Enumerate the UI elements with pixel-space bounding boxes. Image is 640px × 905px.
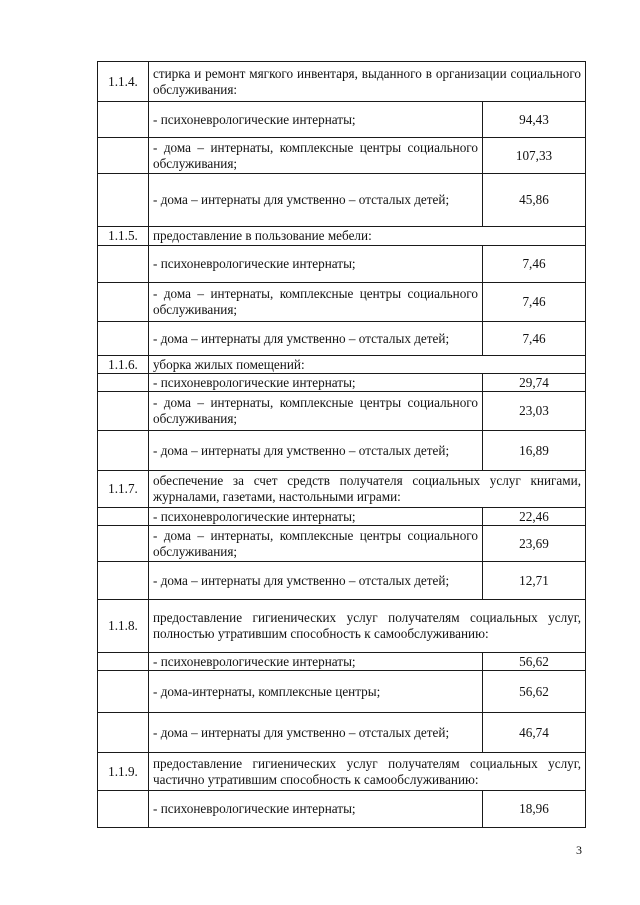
table-row bbox=[98, 431, 586, 471]
empty-cell bbox=[98, 508, 149, 526]
section-header-row bbox=[98, 62, 586, 102]
table-row bbox=[98, 653, 586, 671]
table-row bbox=[98, 138, 586, 174]
section-number: 1.1.5. bbox=[98, 227, 149, 246]
empty-cell bbox=[98, 562, 149, 600]
section-number: 1.1.8. bbox=[98, 600, 149, 653]
table-row bbox=[98, 713, 586, 753]
item-value: 7,46 bbox=[483, 246, 586, 283]
section-header-row bbox=[98, 753, 586, 791]
item-value: 18,96 bbox=[483, 791, 586, 828]
table-row bbox=[98, 174, 586, 227]
table-row bbox=[98, 526, 586, 562]
table-row bbox=[98, 374, 586, 392]
item-value: 7,46 bbox=[483, 283, 586, 322]
empty-cell bbox=[98, 246, 149, 283]
item-label: - дома – интернаты, комплексные центры социального обслуживания; bbox=[149, 283, 483, 322]
item-value: 45,86 bbox=[483, 174, 586, 227]
empty-cell bbox=[98, 653, 149, 671]
section-title: предоставление в пользование мебели: bbox=[149, 227, 586, 246]
empty-cell bbox=[98, 392, 149, 431]
item-value: 7,46 bbox=[483, 322, 586, 356]
table-row bbox=[98, 562, 586, 600]
item-label: - психоневрологические интернаты; bbox=[149, 246, 483, 283]
section-title: стирка и ремонт мягкого инвентаря, выданного в организации социального обслуживания: bbox=[149, 62, 586, 102]
section-title: предоставление гигиенических услуг получателям социальных услуг, полностью утратившим способность к самообслуживанию: bbox=[149, 600, 586, 653]
empty-cell bbox=[98, 174, 149, 227]
page-number: 3 bbox=[576, 843, 582, 857]
section-number: 1.1.7. bbox=[98, 471, 149, 508]
table-row bbox=[98, 246, 586, 283]
item-label: - дома – интернаты для умственно – отсталых детей; bbox=[149, 322, 483, 356]
item-label: - дома – интернаты, комплексные центры социального обслуживания; bbox=[149, 526, 483, 562]
section-header-row bbox=[98, 600, 586, 653]
empty-cell bbox=[98, 713, 149, 753]
section-number: 1.1.4. bbox=[98, 62, 149, 102]
item-label: - дома-интернаты, комплексные центры; bbox=[149, 671, 483, 713]
item-label: - дома – интернаты для умственно – отсталых детей; bbox=[149, 713, 483, 753]
section-title: обеспечение за счет средств получателя социальных услуг книгами, журналами, газетами, настольными играми: bbox=[149, 471, 586, 508]
table-row bbox=[98, 671, 586, 713]
empty-cell bbox=[98, 431, 149, 471]
item-value: 107,33 bbox=[483, 138, 586, 174]
item-value: 94,43 bbox=[483, 102, 586, 138]
item-label: - психоневрологические интернаты; bbox=[149, 374, 483, 392]
item-label: - дома – интернаты, комплексные центры социального обслуживания; bbox=[149, 138, 483, 174]
item-value: 56,62 bbox=[483, 653, 586, 671]
empty-cell bbox=[98, 138, 149, 174]
item-value: 22,46 bbox=[483, 508, 586, 526]
item-value: 12,71 bbox=[483, 562, 586, 600]
item-value: 56,62 bbox=[483, 671, 586, 713]
item-label: - дома – интернаты, комплексные центры социального обслуживания; bbox=[149, 392, 483, 431]
empty-cell bbox=[98, 526, 149, 562]
section-header-row bbox=[98, 227, 586, 246]
table-row bbox=[98, 791, 586, 828]
table-row bbox=[98, 102, 586, 138]
item-label: - психоневрологические интернаты; bbox=[149, 508, 483, 526]
item-label: - психоневрологические интернаты; bbox=[149, 791, 483, 828]
table-row bbox=[98, 392, 586, 431]
section-title: уборка жилых помещений: bbox=[149, 356, 586, 374]
item-value: 23,69 bbox=[483, 526, 586, 562]
section-title: предоставление гигиенических услуг получателям социальных услуг, частично утратившим способность к самообслуживанию: bbox=[149, 753, 586, 791]
item-value: 23,03 bbox=[483, 392, 586, 431]
item-label: - дома – интернаты для умственно – отсталых детей; bbox=[149, 562, 483, 600]
empty-cell bbox=[98, 102, 149, 138]
section-header-row bbox=[98, 356, 586, 374]
empty-cell bbox=[98, 283, 149, 322]
table-row bbox=[98, 283, 586, 322]
item-label: - психоневрологические интернаты; bbox=[149, 102, 483, 138]
item-value: 46,74 bbox=[483, 713, 586, 753]
item-label: - дома – интернаты для умственно – отсталых детей; bbox=[149, 431, 483, 471]
section-header-row bbox=[98, 471, 586, 508]
item-value: 29,74 bbox=[483, 374, 586, 392]
section-number: 1.1.9. bbox=[98, 753, 149, 791]
item-value: 16,89 bbox=[483, 431, 586, 471]
empty-cell bbox=[98, 791, 149, 828]
table-row bbox=[98, 322, 586, 356]
tariff-table bbox=[97, 61, 586, 828]
empty-cell bbox=[98, 374, 149, 392]
item-label: - психоневрологические интернаты; bbox=[149, 653, 483, 671]
section-number: 1.1.6. bbox=[98, 356, 149, 374]
empty-cell bbox=[98, 322, 149, 356]
table-row bbox=[98, 508, 586, 526]
item-label: - дома – интернаты для умственно – отсталых детей; bbox=[149, 174, 483, 227]
empty-cell bbox=[98, 671, 149, 713]
